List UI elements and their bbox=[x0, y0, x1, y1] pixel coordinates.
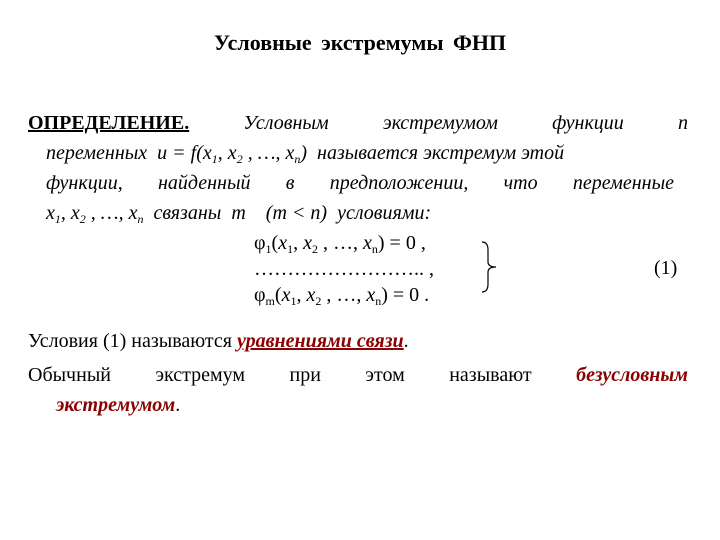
definition-line-4-text: $x_1$, $x_2$ , …, $x_n$ связаны m (m < n) условиями: bbox=[46, 202, 432, 226]
definition-line-1-text: Условным экстремумом функции n bbox=[243, 112, 688, 134]
conditions-term: уравнениями связи bbox=[237, 330, 404, 352]
constraint-dots: …………………….. , bbox=[254, 258, 434, 280]
definition-line-4 bbox=[46, 202, 431, 225]
ordinary-line-2 bbox=[56, 394, 180, 417]
constraint-equation-1: $\varphi_1(x_1$, $x_2$ , …, $x_n) = 0$ , bbox=[254, 232, 426, 256]
constraint-equation-m: $\varphi_m(x_1$, $x_2$ , …, $x_n) = 0$ . bbox=[254, 284, 430, 308]
conditions-prefix: Условия (1) называются bbox=[28, 330, 232, 352]
ordinary-prefix: Обычный экстремум при этом называют bbox=[28, 364, 532, 386]
definition-line-2 bbox=[46, 142, 688, 165]
definition-line-1 bbox=[28, 112, 688, 135]
ordinary-term-2: экстремумом bbox=[56, 394, 176, 416]
definition-line-2-text: переменных $u = f(x_1$, $x_2$ , …, $x_n$) называется экстремум этой bbox=[46, 142, 565, 166]
conditions-sentence bbox=[28, 330, 409, 353]
right-brace-icon bbox=[480, 240, 500, 294]
definition-line-3: функции, найденный в предположении, что переменные bbox=[46, 172, 674, 194]
definition-label: ОПРЕДЕЛЕНИЕ. bbox=[28, 112, 190, 134]
ordinary-suffix: . bbox=[175, 394, 181, 416]
ordinary-term-1: безусловным bbox=[576, 364, 688, 386]
conditions-suffix: . bbox=[403, 330, 409, 352]
ordinary-line-1 bbox=[28, 364, 688, 387]
equation-number: (1) bbox=[654, 257, 678, 279]
slide-title: Условные экстремумы ФНП bbox=[213, 30, 507, 55]
